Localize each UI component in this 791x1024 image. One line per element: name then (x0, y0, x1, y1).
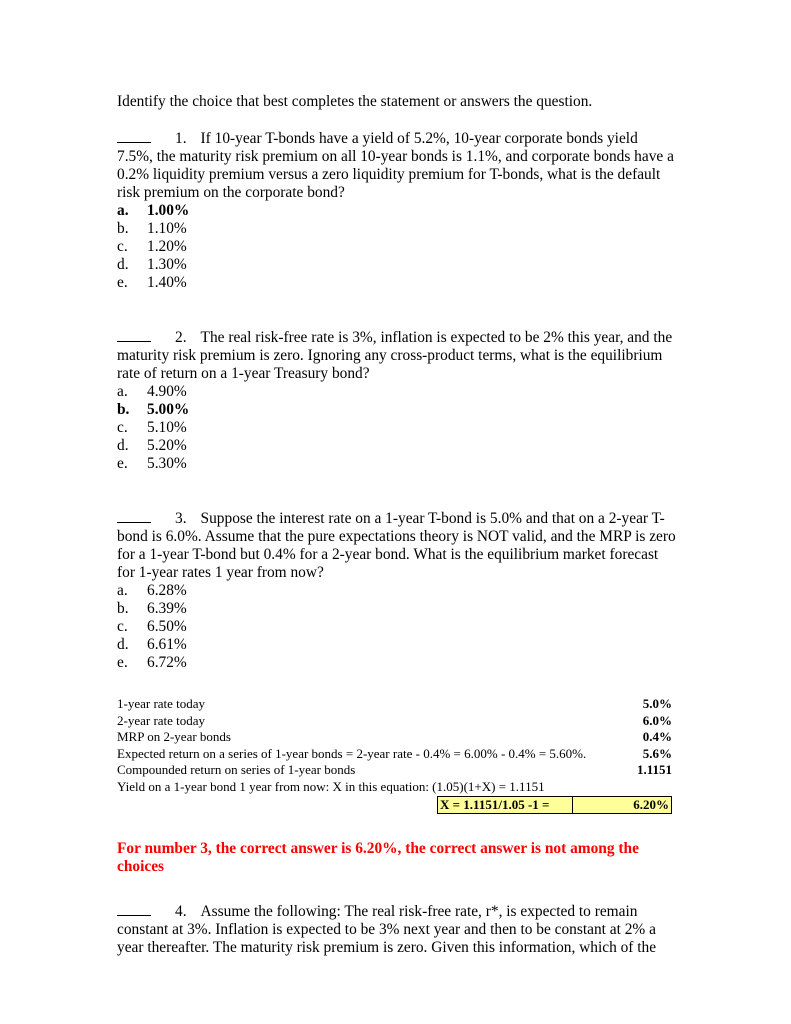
choice-text: 1.20% (147, 238, 187, 255)
choice-e[interactable] (117, 274, 677, 292)
choice-letter: e. (117, 654, 128, 671)
calc-label: 2-year rate today (117, 712, 206, 728)
choice-letter: d. (117, 256, 129, 273)
calc-value: 1.1151 (636, 762, 672, 778)
calc-value: 0.4% (642, 729, 672, 745)
choice-text: 6.61% (147, 636, 187, 653)
calc-label: Compounded return on series of 1-year bonds (117, 762, 356, 778)
calc-label: Expected return on a series of 1-year bonds = 2-year rate - 0.4% = 6.00% - 0.4% = 5.60%. (117, 745, 587, 761)
choice-d[interactable] (117, 256, 677, 274)
calc-value: 5.0% (642, 696, 672, 711)
calc-row (117, 696, 672, 713)
question-4-stem (117, 902, 677, 957)
choice-list (117, 582, 677, 672)
calculation-table (117, 696, 672, 814)
answer-blank[interactable] (117, 129, 151, 143)
choice-letter: c. (117, 419, 128, 436)
answer-blank[interactable] (117, 509, 151, 523)
answer-blank[interactable] (117, 902, 151, 916)
question-3-stem (117, 509, 677, 582)
choice-letter: b. (117, 600, 129, 617)
calc-label: Yield on a 1-year bond 1 year from now: X in this equation: (1.05)(1+X) = 1.1151 (117, 778, 545, 794)
choice-c[interactable] (117, 618, 677, 636)
choice-text: 6.39% (147, 600, 187, 617)
question-2-stem (117, 328, 677, 383)
question-1 (117, 129, 677, 292)
choice-a[interactable] (117, 582, 677, 600)
spacer (117, 473, 677, 509)
question-number: 1. (175, 130, 187, 147)
choice-text: 6.28% (147, 582, 187, 599)
choice-a[interactable] (117, 202, 677, 220)
question-number: 2. (175, 329, 187, 346)
question-text: If 10-year T-bonds have a yield of 5.2%, 10-year corporate bonds yield 7.5%, the maturity risk premium on all 10-year bonds is 1.1%, and corporate bonds have a 0.2% liquidity premium versus a zero liquidity premium for T-bonds, what is the default risk premium on the corporate bond? (117, 130, 674, 201)
choice-text: 6.72% (147, 654, 187, 671)
calc-yield-line (117, 779, 672, 796)
calc-row (117, 746, 672, 763)
choice-text: 5.10% (147, 419, 187, 436)
calc-row (117, 729, 672, 746)
spacer (117, 876, 677, 902)
choice-letter: e. (117, 274, 128, 291)
choice-text: 1.40% (147, 274, 187, 291)
calc-row (117, 762, 672, 779)
choice-text: 4.90% (147, 383, 187, 400)
choice-a[interactable] (117, 383, 677, 401)
choice-e[interactable] (117, 654, 677, 672)
question-number: 4. (175, 903, 187, 921)
calc-final-equation: X = 1.1151/1.05 -1 = (438, 797, 573, 814)
choice-list (117, 202, 677, 292)
choice-letter: b. (117, 401, 130, 418)
answer-blank[interactable] (117, 328, 151, 342)
choice-e[interactable] (117, 455, 677, 473)
choice-c[interactable] (117, 238, 677, 256)
calc-label: MRP on 2-year bonds (117, 729, 231, 745)
question-4 (117, 902, 677, 957)
choice-letter: c. (117, 238, 128, 255)
question-text: The real risk-free rate is 3%, inflation is expected to be 2% this year, and the maturity risk premium is zero. Ignoring any cross-product terms, what is the equilibrium rate of return on a 1-year Treasury bond? (117, 329, 673, 382)
choice-c[interactable] (117, 419, 677, 437)
calc-value: 6.0% (642, 712, 672, 728)
document-content (117, 93, 677, 957)
instruction-text: Identify the choice that best completes the statement or answers the question. (117, 93, 593, 110)
calc-value: 5.6% (642, 745, 672, 761)
choice-letter: c. (117, 618, 128, 635)
question-1-stem (117, 129, 677, 202)
choice-text: 5.20% (147, 437, 187, 454)
choice-letter: a. (117, 202, 129, 219)
calc-label: 1-year rate today (117, 696, 206, 711)
question-text: Assume the following: The real risk-free rate, r*, is expected to remain constant at 3%. Inflation is expected to be 3% next year and then to be constant at 2% a year thereafter. The maturity risk premium is zero. Given this information, which of the (117, 903, 657, 957)
choice-text: 5.30% (147, 455, 187, 472)
choice-list (117, 383, 677, 473)
choice-d[interactable] (117, 437, 677, 455)
choice-b[interactable] (117, 220, 677, 238)
choice-b[interactable] (117, 600, 677, 618)
choice-text: 6.50% (147, 618, 187, 635)
choice-text: 1.10% (147, 220, 187, 237)
choice-letter: e. (117, 455, 128, 472)
calc-final-result-box (437, 796, 672, 815)
calc-row (117, 713, 672, 730)
question-3 (117, 509, 677, 672)
choice-text: 1.30% (147, 256, 187, 273)
choice-letter: a. (117, 582, 128, 599)
choice-text: 1.00% (147, 202, 190, 219)
spacer (117, 292, 677, 328)
choice-letter: b. (117, 220, 129, 237)
answer-note: For number 3, the correct answer is 6.20%, the correct answer is not among the choices (117, 840, 639, 876)
choice-letter: a. (117, 383, 128, 400)
calc-final-value: 6.20% (633, 796, 669, 812)
question-text: Suppose the interest rate on a 1-year T-bond is 5.0% and that on a 2-year T-bond is 6.0%. Assume that the pure expectations theory is NOT valid, and the MRP is zero for a 1-year T-bond but 0.4% for a 2-year bond. What is the equilibrium market forecast for 1-year rates 1 year from now? (117, 510, 676, 581)
question-2 (117, 328, 677, 473)
question-number: 3. (175, 510, 187, 527)
choice-letter: d. (117, 437, 129, 454)
choice-b[interactable] (117, 401, 677, 419)
choice-letter: d. (117, 636, 129, 653)
choice-d[interactable] (117, 636, 677, 654)
choice-text: 5.00% (147, 401, 190, 418)
